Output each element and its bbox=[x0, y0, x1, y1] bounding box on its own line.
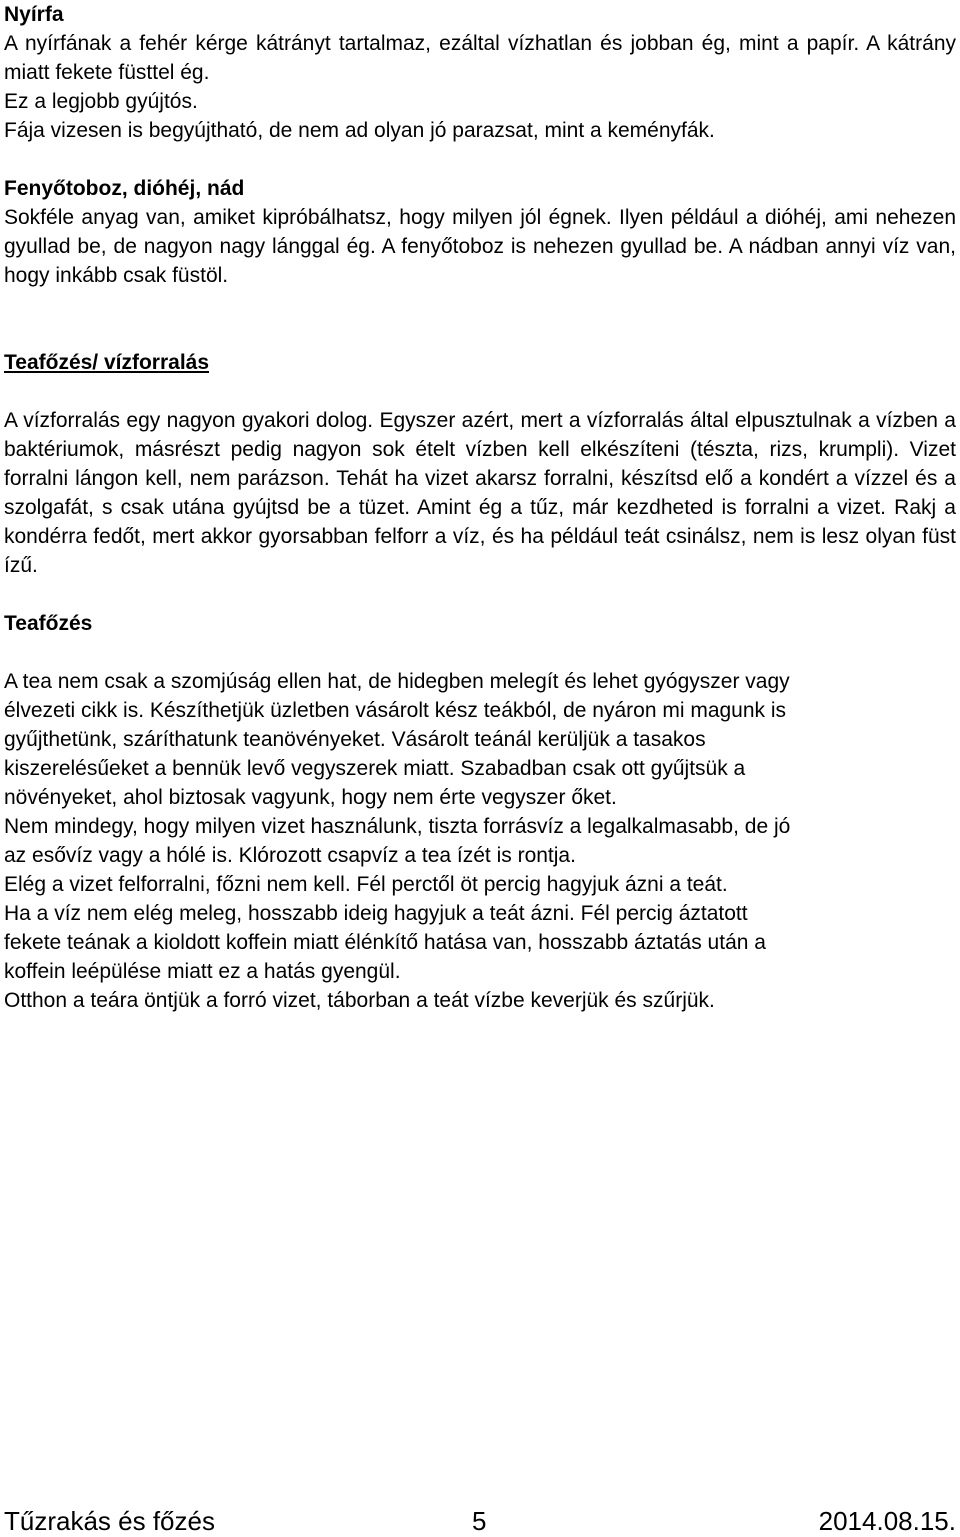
section-vizforralas bbox=[4, 348, 956, 580]
text-line: Ha a víz nem elég meleg, hosszabb ideig hagyjuk a teát ázni. Fél percig áztatott bbox=[4, 902, 748, 925]
footer-page-number: 5 bbox=[472, 1506, 487, 1536]
text-line: növényeket, ahol biztosak vagyunk, hogy nem érte vegyszer őket. bbox=[4, 786, 617, 809]
text-line: gyűjthetünk, száríthatunk teanövényeket. Vásárolt teánál kerüljük a tasakos bbox=[4, 728, 706, 751]
paragraph: Sokféle anyag van, amiket kipróbálhatsz, hogy milyen jól égnek. Ilyen például a dióhéj, ami nehezen gyullad be, de nagyon nagy lánggal ég. A fenyőtoboz is nehezen gyullad be. A nádban annyi víz van, hogy inkább csak füstöl. bbox=[4, 206, 956, 287]
text-line: koffein leépülése miatt ez a hatás gyengül. bbox=[4, 960, 401, 983]
section-heading: Nyírfa bbox=[4, 3, 64, 26]
section-teafozes bbox=[4, 609, 956, 1015]
text-line: az esővíz vagy a hólé is. Klórozott csapvíz a tea ízét is rontja. bbox=[4, 844, 576, 867]
footer-date: 2014.08.15. bbox=[818, 1506, 956, 1536]
section-fenyotoboz bbox=[4, 174, 956, 290]
paragraph: Ez a legjobb gyújtós. bbox=[4, 90, 198, 113]
section-nyirfa bbox=[4, 0, 956, 145]
paragraph: A vízforralás egy nagyon gyakori dolog. Egyszer azért, mert a vízforralás által elpusztulnak a vízben a baktériumok, másrészt pedig nagyon sok ételt vízben kell elkészíteni (tészta, rizs, krumpli). Vizet forralni lángon kell, nem parázson. Tehát ha vizet akarsz forralni, készítsd elő a kondért a vízzel és a szolgafát, s csak utána gyújtsd be a tüzet. Amint ég a tűz, már kezdheted is forralni a vizet. Rakj a kondérra fedőt, mert akkor gyorsabban felforr a víz, és ha például teát csinálsz, nem is lesz olyan füst ízű. bbox=[4, 409, 956, 577]
text-line: Elég a vizet felforralni, főzni nem kell. Fél perctől öt percig hagyjuk ázni a teát. bbox=[4, 873, 728, 896]
text-line: A tea nem csak a szomjúság ellen hat, de hidegben melegít és lehet gyógyszer vagy bbox=[4, 670, 790, 693]
text-line: Otthon a teára öntjük a forró vizet, táborban a teát vízbe keverjük és szűrjük. bbox=[4, 989, 715, 1012]
page-footer bbox=[4, 1505, 956, 1537]
text-line: kiszerelésűeket a bennük levő vegyszerek miatt. Szabadban csak ott gyűjtsük a bbox=[4, 757, 746, 780]
paragraph: Fája vizesen is begyújtható, de nem ad olyan jó parazsat, mint a keményfák. bbox=[4, 119, 715, 142]
footer-title: Tűzrakás és főzés bbox=[4, 1506, 215, 1536]
paragraph-block bbox=[4, 667, 956, 1015]
text-line: fekete teának a kioldott koffein miatt élénkítő hatása van, hosszabb áztatás után a bbox=[4, 931, 766, 954]
text-line: Nem mindegy, hogy milyen vizet használunk, tiszta forrásvíz a legalkalmasabb, de jó bbox=[4, 815, 791, 838]
section-heading: Fenyőtoboz, dióhéj, nád bbox=[4, 177, 245, 200]
section-heading: Teafőzés/ vízforralás bbox=[4, 351, 210, 374]
paragraph: A nyírfának a fehér kérge kátrányt tartalmaz, ezáltal vízhatlan és jobban ég, mint a papír. A kátrány miatt fekete füsttel ég. bbox=[4, 32, 956, 84]
section-heading: Teafőzés bbox=[4, 612, 93, 635]
document-page bbox=[4, 0, 956, 1015]
text-line: élvezeti cikk is. Készíthetjük üzletben vásárolt kész teákból, de nyáron mi magunk is bbox=[4, 699, 787, 722]
